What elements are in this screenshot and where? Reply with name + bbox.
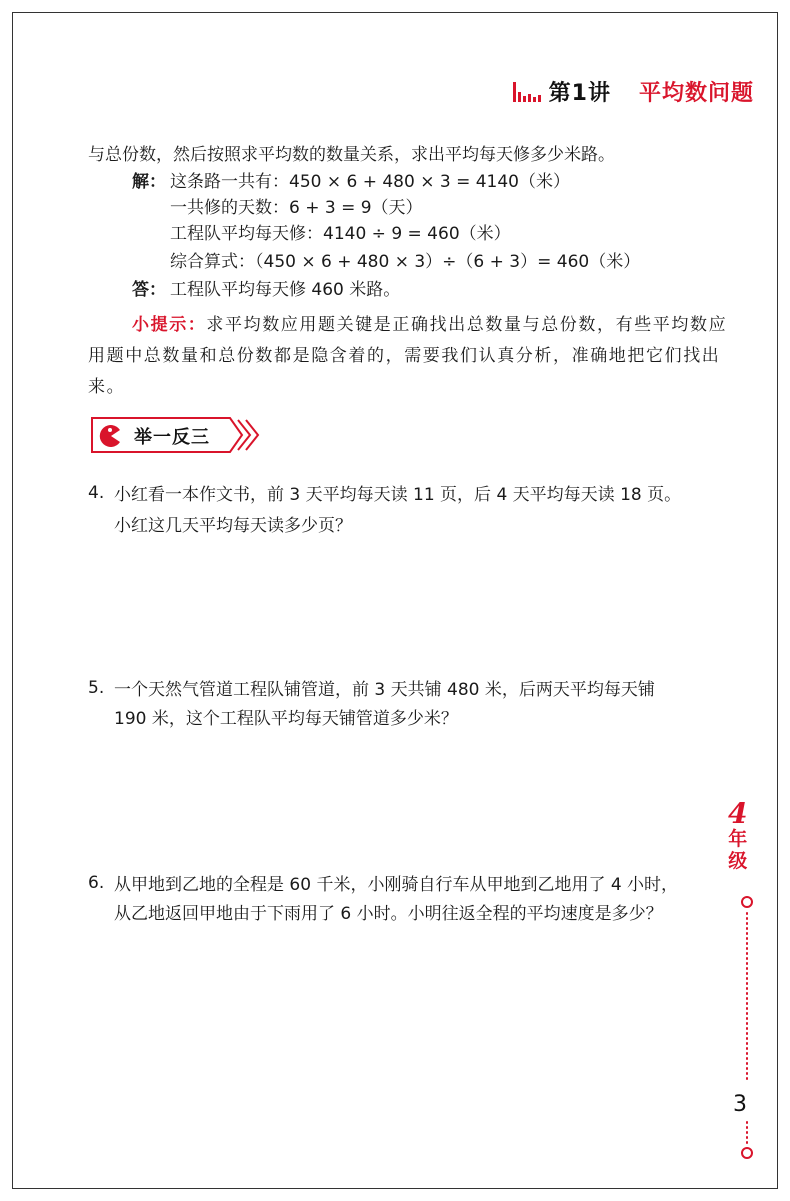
- lecture-topic: 平均数问题: [638, 81, 754, 106]
- tip-paragraph: [88, 310, 728, 403]
- question-number: 5.: [88, 678, 105, 698]
- question-number: 4.: [88, 483, 105, 503]
- solution-step: 工程队平均每天修：4140 ÷ 9 = 460（米）: [170, 224, 511, 244]
- question-line: 一个天然气管道工程队铺管道，前 3 天共铺 480 米，后两天平均每天铺: [114, 680, 655, 700]
- dotted-line: [740, 1120, 754, 1162]
- solution-step: 一共修的天数：6 + 3 = 9（天）: [170, 198, 423, 218]
- dotted-line: [740, 893, 754, 1083]
- answer-text: 工程队平均每天修 460 米路。: [170, 280, 401, 300]
- solution-intro: 与总份数，然后按照求平均数的数量关系，求出平均每天修多少米路。: [88, 145, 615, 165]
- question-number: 6.: [88, 873, 105, 893]
- tip-text: 求平均数应用题关键是正确找出总数量与总份数，有些平均数应用题中总数量和总份数都是隐含着的，需要我们认真分析，准确地把它们找出来。: [88, 315, 728, 397]
- question-line: 从乙地返回甲地由于下雨用了 6 小时。小明往返全程的平均速度是多少？: [114, 904, 663, 924]
- tip-label: 小提示：: [132, 315, 207, 335]
- answer-label: 答：: [132, 280, 166, 300]
- grade-word: 年: [728, 828, 748, 850]
- solve-label: 解：: [132, 172, 166, 192]
- section-title: 举一反三: [134, 427, 210, 448]
- grade-marker: [728, 797, 748, 872]
- bar-chart-icon: [513, 80, 543, 104]
- page-header: [513, 76, 754, 107]
- question-line: 190 米，这个工程队平均每天铺管道多少米？: [114, 709, 458, 729]
- lecture-number: 第1讲: [548, 81, 611, 106]
- question-line: 小红这几天平均每天读多少页？: [114, 516, 352, 536]
- solution-step: 这条路一共有：450 × 6 + 480 × 3 = 4140（米）: [170, 172, 570, 192]
- question-line: 从甲地到乙地的全程是 60 千米，小刚骑自行车从甲地到乙地用了 4 小时，: [114, 875, 679, 895]
- solution-step: 综合算式：（450 × 6 + 480 × 3）÷（6 + 3）= 460（米）: [170, 252, 641, 272]
- grade-number: 4: [728, 797, 748, 830]
- grade-word: 级: [728, 850, 748, 872]
- question-line: 小红看一本作文书，前 3 天平均每天读 11 页，后 4 天平均每天读 18 页。: [114, 485, 682, 505]
- page-number: 3: [733, 1092, 747, 1117]
- pacman-icon: [98, 424, 124, 448]
